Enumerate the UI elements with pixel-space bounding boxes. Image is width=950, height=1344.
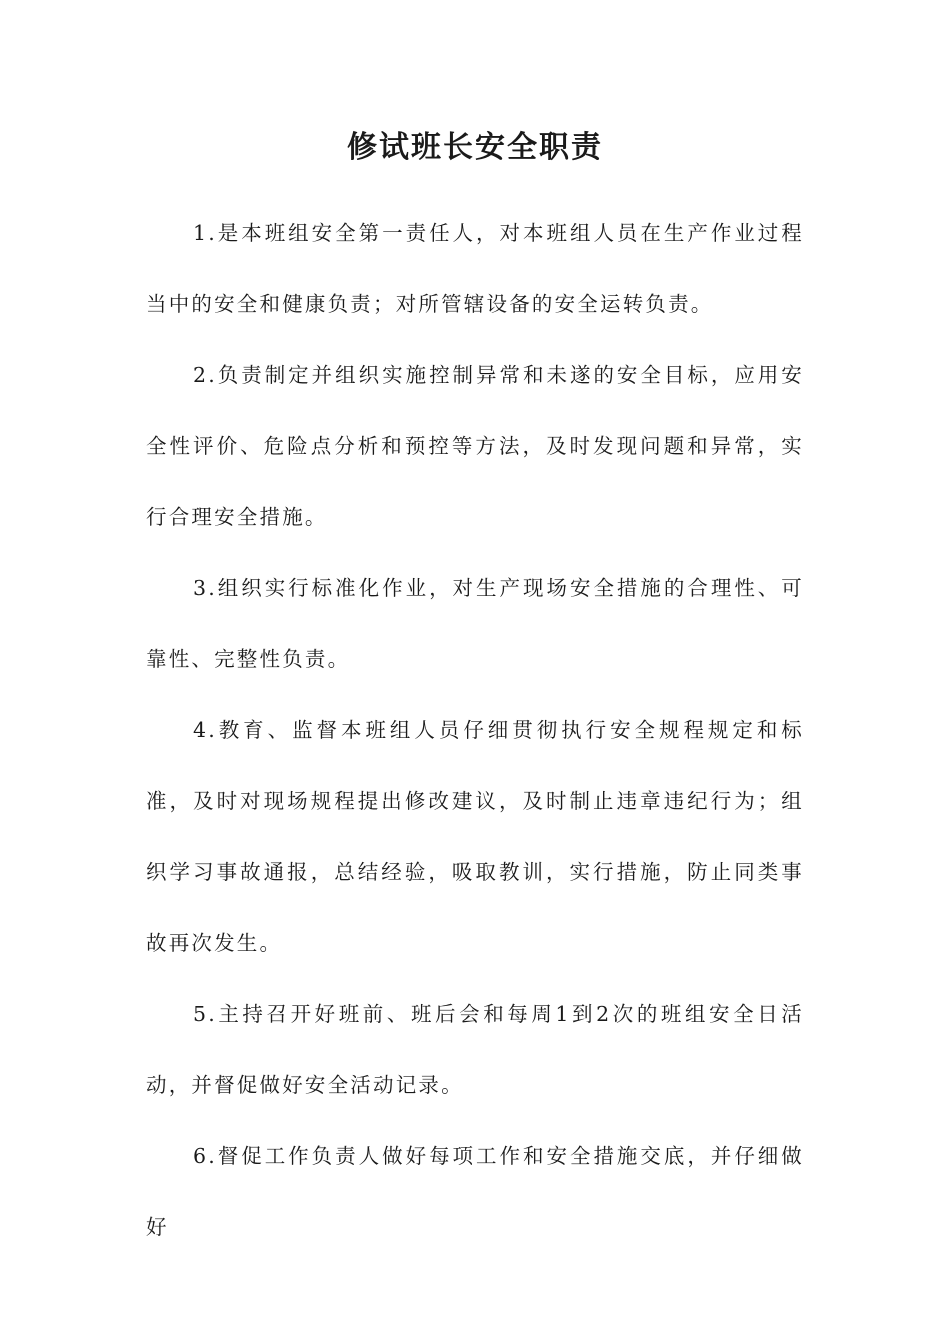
document-body [146,198,804,1263]
paragraph-1: 1.是本班组安全第一责任人，对本班组人员在生产作业过程当中的安全和健康负责；对所管辖设备的安全运转负责。 [146,221,804,316]
paragraph-5: 5.主持召开好班前、班后会和每周1到2次的班组安全日活动，并督促做好安全活动记录。 [146,1002,804,1097]
paragraph-6: 6.督促工作负责人做好每项工作和安全措施交底，并仔细做好 [146,1144,804,1239]
paragraph-2: 2.负责制定并组织实施控制异常和未遂的安全目标，应用安全性评价、危险点分析和预控等方法，及时发现问题和异常，实行合理安全措施。 [146,363,804,529]
document-title: 修试班长安全职责 [347,130,603,165]
paragraph-3: 3.组织实行标准化作业，对生产现场安全措施的合理性、可靠性、完整性负责。 [146,576,804,671]
paragraph-4: 4.教育、监督本班组人员仔细贯彻执行安全规程规定和标准，及时对现场规程提出修改建议，及时制止违章违纪行为；组织学习事故通报，总结经验，吸取教训，实行措施，防止同类事故再次发生。 [146,718,804,955]
